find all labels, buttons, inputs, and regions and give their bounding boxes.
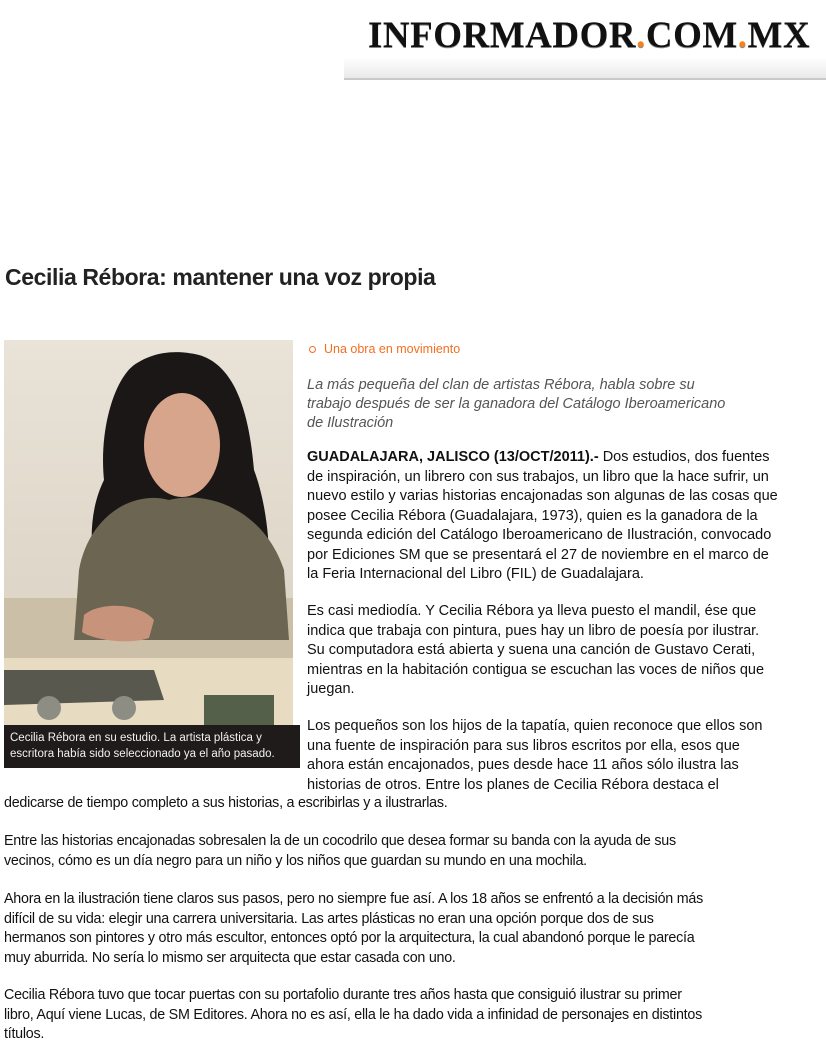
summary-line: de Ilustración (307, 415, 394, 431)
summary-line: La más pequeña del clan de artistas Rébora, habla sobre su (307, 377, 695, 393)
logo-dot: . (737, 15, 748, 56)
article-photo (4, 340, 293, 725)
paragraph-4 (4, 832, 824, 871)
paragraph-3 (307, 717, 826, 795)
paragraph-line: hermanos son pintores y otro más escultor, entonces optó por la arquitectura, la cual abandonó porque le parecía (4, 930, 695, 946)
paragraph-line: Ahora en la ilustración tiene claros sus pasos, pero no siempre fue así. A los 18 años se enfrentó a la decisión más (4, 891, 703, 907)
caption-line: escritora había sido seleccionado ya el año pasado. (10, 748, 275, 760)
article-summary (307, 376, 777, 433)
paragraph-line: la Feria Internacional del Libro (FIL) de Guadalajara. (307, 566, 644, 582)
paragraph-2 (307, 602, 826, 700)
paragraph-line: historias de otros. Entre los planes de Cecilia Rébora destaca el (307, 776, 719, 793)
masthead-bar (344, 57, 826, 80)
masthead (344, 0, 826, 78)
paragraph-line: Entre las historias encajonadas sobresalen la de un cocodrilo que desea formar su banda con la ayuda de sus (4, 833, 676, 849)
caption-line: Cecilia Rébora en su estudio. La artista plástica y (10, 732, 262, 744)
paragraph-line: de inspiración, un librero con sus trabajos, un libro que la hace sufrir, un (307, 468, 769, 485)
paragraph-6 (4, 986, 824, 1045)
paragraph-line: juegan. (307, 681, 355, 697)
paragraph-line: posee Cecilia Rébora (Guadalajara, 1973), quien es la ganadora de la (307, 507, 758, 524)
logo-text-mx: MX (747, 15, 811, 56)
paragraph-line: nuevo estilo y varias historias encajonadas son algunas de las cosas que (307, 488, 778, 504)
paragraph-line: libro, Aquí viene Lucas, de SM Editores. Ahora no es así, ella le ha dado vida a infinidad de personajes en distintos (4, 1006, 702, 1023)
logo-text-informador: INFORMADOR (368, 15, 637, 56)
paragraph-text: Dos estudios, dos fuentes (598, 449, 770, 465)
dateline: GUADALAJARA, JALISCO (13/OCT/2011).- (307, 449, 599, 465)
paragraph-line: mientras en la habitación contigua se escuchan las voces de niños que (307, 661, 765, 678)
site-logo[interactable] (368, 14, 810, 57)
paragraph-line: muy aburrida. No sería lo mismo ser arquitecta que estar casada con uno. (4, 949, 456, 966)
paragraph-line: vecinos, cómo es un día negro para un niño y los niños que guardan su mundo en una mochila. (4, 852, 587, 869)
article-title: Cecilia Rébora: mantener una voz propia (5, 264, 436, 290)
paragraph-line: Cecilia Rébora tuvo que tocar puertas con su portafolio durante tres años hasta que consiguió ilustrar su primer (4, 987, 682, 1003)
logo-text-com: COM (645, 15, 738, 56)
paragraph-line: Es casi mediodía. Y Cecilia Rébora ya lleva puesto el mandil, ése que (307, 603, 757, 619)
paragraph-line: Los pequeños son los hijos de la tapatía, quien reconoce que ellos son (307, 718, 763, 734)
paragraph-line: una fuente de inspiración para sus libros escritos por ella, esos que (307, 737, 740, 754)
paragraph-line (307, 448, 826, 468)
summary-line: trabajo después de ser la ganadora del Catálogo Iberoamericano (307, 396, 726, 412)
photo-caption (4, 725, 300, 768)
logo-dot: . (636, 15, 646, 56)
paragraph-line: indica que trabaja con pintura, pues hay un libro de poesía por ilustrar. (307, 622, 760, 639)
paragraph-line: Su computadora está abierta y suena una canción de Gustavo Cerati, (307, 642, 756, 658)
paragraph-3-continued (4, 794, 824, 814)
photo-drawing-car (4, 670, 164, 705)
related-article-link[interactable] (307, 342, 460, 356)
circle-bullet-icon (309, 346, 316, 353)
paragraph-line: por Ediciones SM que se presentará el 27 de noviembre en el marco de (307, 546, 769, 563)
photo-face (144, 393, 220, 497)
paragraph-5 (4, 890, 824, 968)
paragraph-line: segunda edición del Catálogo Iberoamericano de Ilustración, convocado (307, 527, 772, 543)
related-link-label[interactable]: Una obra en movimiento (324, 342, 461, 356)
paragraph-line: dedicarse de tiempo completo a sus historias, a escribirlas y a ilustrarlas. (4, 795, 448, 811)
paragraph-line: difícil de su vida: elegir una carrera universitaria. Las artes plásticas no eran una opción porque dos de sus (4, 910, 654, 927)
paragraph-line: títulos. (4, 1026, 45, 1042)
paragraph-1 (307, 448, 826, 585)
paragraph-line: ahora están encajonados, pues desde hace 11 años sólo ilustra las (307, 757, 739, 773)
article-figure (4, 340, 298, 768)
